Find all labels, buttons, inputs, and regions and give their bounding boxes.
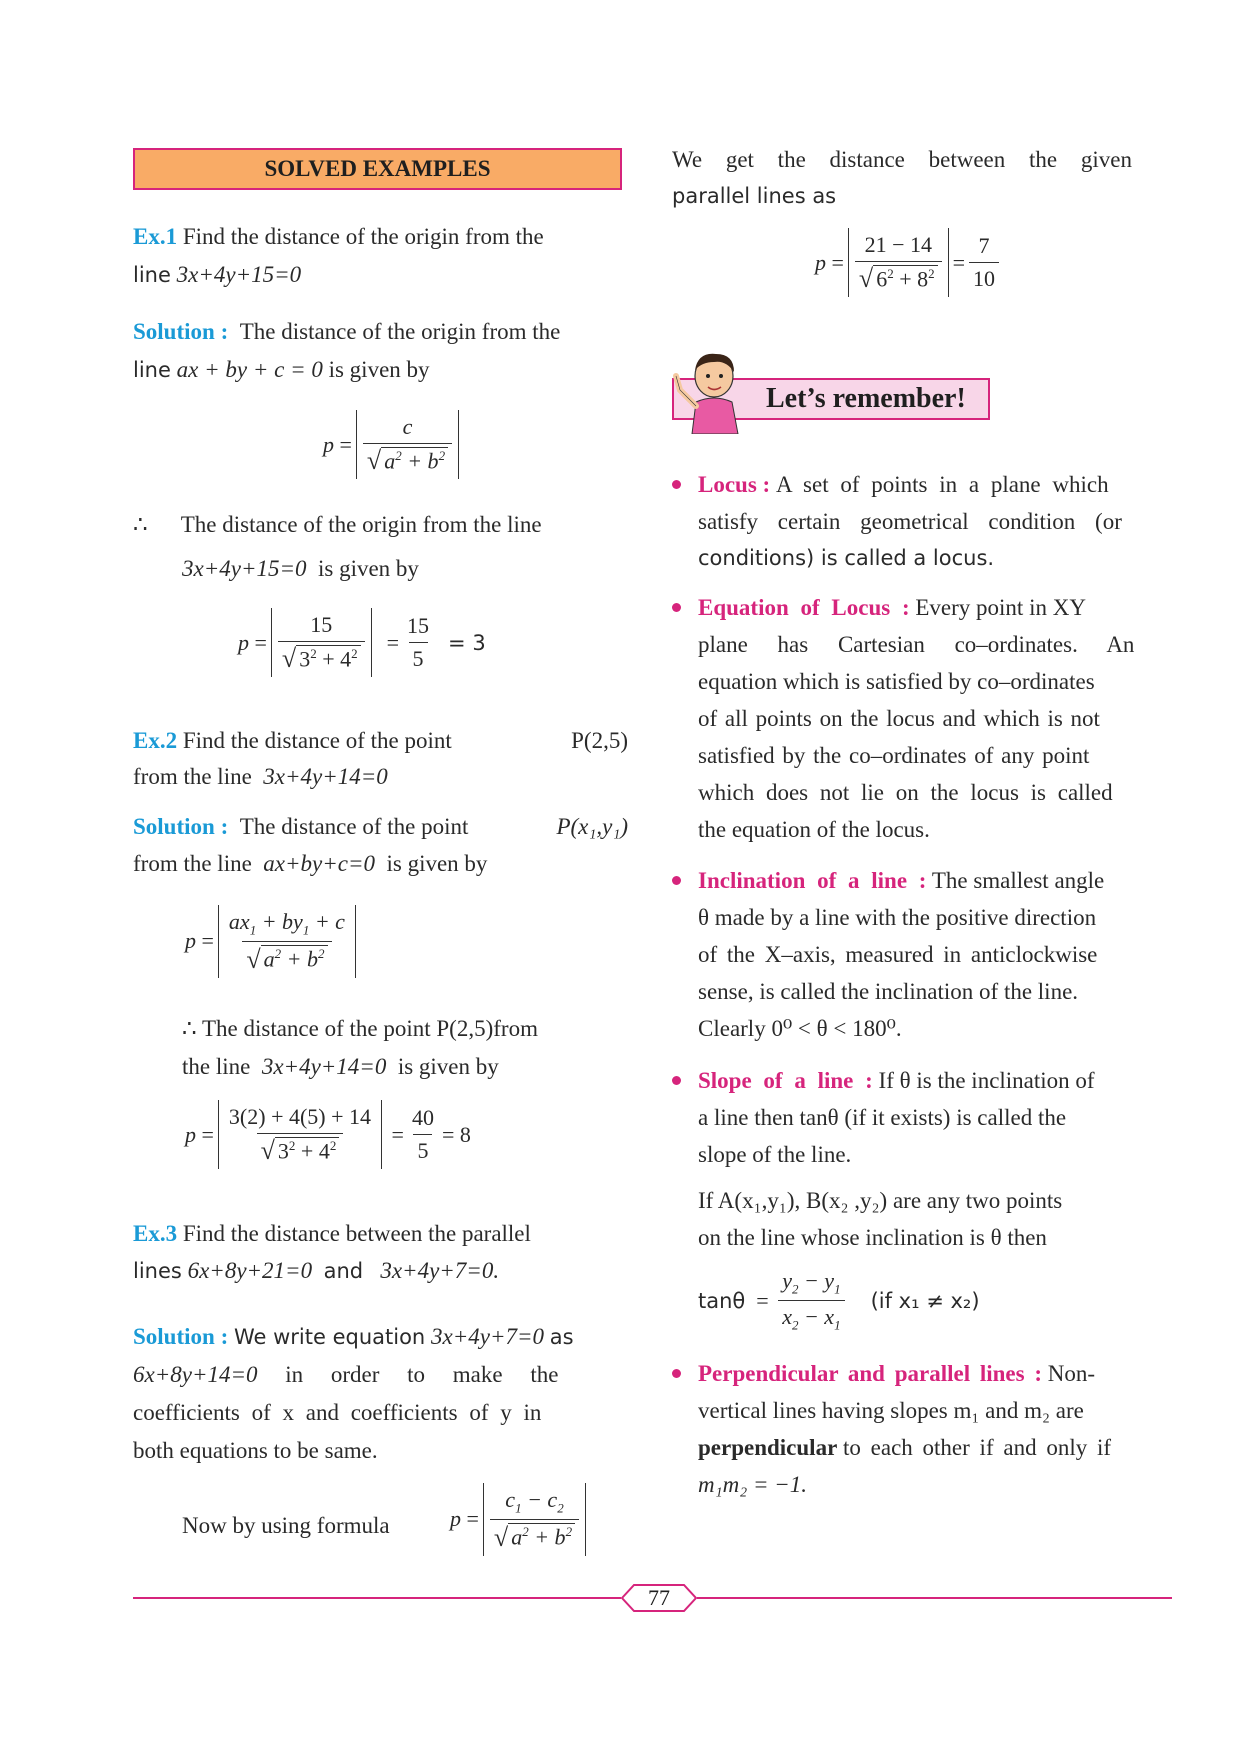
- therefore-symbol: ∴: [133, 512, 148, 537]
- lets-remember-title: Let’s remember!: [766, 383, 966, 414]
- ex2-therefore-line2: [182, 1048, 628, 1085]
- ex1-equation: 3x+4y+15=0: [176, 262, 302, 287]
- ex3-question-text: Find the distance between the parallel: [182, 1221, 531, 1246]
- ex3-sol2-eq: 6x+8y+14=0: [133, 1362, 258, 1387]
- ex3-solution: [133, 1318, 628, 1356]
- slope-term: Slope of a line :: [698, 1068, 873, 1093]
- ex3-solution-line4: both equations to be same.: [133, 1438, 378, 1463]
- incl-line1: [698, 862, 1172, 899]
- ex2-therefore-point: P(2,5): [436, 1016, 494, 1041]
- ex2-equation: 3x+4y+14=0: [263, 764, 388, 789]
- perp-equation: m₁m₂ = −1.: [698, 1472, 808, 1497]
- ex1-therefore-tail: is given by: [317, 556, 419, 581]
- ex2-therefore2-eq: 3x+4y+14=0: [261, 1054, 387, 1079]
- ex2-sol2-tail: is given by: [386, 851, 488, 876]
- locus-line1: [698, 466, 1172, 503]
- footer-line-right: [697, 1597, 1172, 1599]
- formula-distance-origin: p = c √ $a^2 + b^2$: [323, 410, 463, 479]
- ex1-question-line2: [133, 256, 628, 294]
- locus-text1: A set of points in a plane which: [775, 472, 1109, 497]
- ex3-solution-line3: coefficients of x and coefficients of y in: [133, 1400, 542, 1425]
- ex2-question-text: Find the distance of the point: [182, 728, 452, 753]
- ex1-solution-line2: [133, 351, 628, 389]
- ex3-solution-label: Solution :: [133, 1324, 229, 1349]
- eqlocus-text1: Every point in XY: [915, 595, 1086, 620]
- page-number-badge: [620, 1583, 698, 1613]
- ex3-sol-as: as: [549, 1325, 574, 1349]
- ex1-result-formula: p = 15 √ $3^2 + 4^2$ = $\frac{15}{5}$ = 3: [238, 608, 486, 677]
- formula-parallel-result: p = 21 − 14 √ $6^2 + 8^2$ = $\frac{7}{10}$: [815, 228, 1003, 297]
- perp-text1: Non-: [1047, 1361, 1096, 1386]
- ex3-question-line2: [133, 1252, 628, 1290]
- ex1-therefore-line2: [182, 550, 622, 587]
- locus-line2: satisfy certain geometrical condition (or: [698, 509, 1122, 534]
- eqlocus-line4: of all points on the locus and which is not: [698, 706, 1100, 731]
- tan-label: tanθ: [698, 1288, 746, 1313]
- ex3-eq-a: 6x+8y+21=0: [187, 1258, 313, 1283]
- ex1-therefore-eq: 3x+4y+15=0: [182, 556, 307, 581]
- eqlocus-line6: which does not lie on the locus is called: [698, 780, 1113, 805]
- ex3-now-text: Now by using formula: [182, 1513, 390, 1538]
- eqlocus-line3: equation which is satisfied by co–ordinates: [698, 669, 1095, 694]
- boy-pointing-icon: [668, 346, 748, 434]
- ex2-therefore-text: The distance of the point: [201, 1016, 431, 1041]
- perp-line1: [698, 1355, 1172, 1392]
- slope-line2: a line then tanθ (if it exists) is called the: [698, 1105, 1067, 1130]
- tan-condition: (if x₁ ≠ x₂): [870, 1288, 980, 1313]
- perp-bold: perpendicular: [698, 1435, 838, 1460]
- ex1-solution: [133, 313, 628, 350]
- incl-term: Inclination of a line :: [698, 868, 927, 893]
- ex2-point: P(2,5): [571, 728, 628, 753]
- ex2-result-formula: p = 3(2) + 4(5) + 14 √ $3^2 + 4^2$ = $\frac{40}{5}$ = 8: [185, 1100, 471, 1169]
- perp-line3: [698, 1429, 1172, 1466]
- ex2-question: [133, 722, 628, 759]
- ex2-sol2: from the line: [133, 851, 252, 876]
- ex1-question: [133, 218, 628, 255]
- bullet-dot: [672, 480, 681, 489]
- ex3-label: Ex.3: [133, 1221, 178, 1246]
- bullet-dot: [672, 1076, 681, 1085]
- ex2-question-line2: [133, 758, 628, 795]
- ex2-therefore2-tail: is given by: [397, 1054, 499, 1079]
- right-intro-line2: parallel lines as: [672, 184, 837, 208]
- ex1-word-line: line: [133, 263, 171, 287]
- ex3-eq-b: 3x+4y+7=0.: [380, 1258, 500, 1283]
- eqlocus-line2: plane has Cartesian co–ordinates. An: [698, 632, 1135, 657]
- ex2-therefore-from: from: [493, 1016, 538, 1041]
- ex2-label: Ex.2: [133, 728, 178, 753]
- ex1-sol-eq: ax + by + c = 0: [176, 357, 323, 382]
- ex3-sol2-text: in order to make the: [285, 1362, 559, 1387]
- slope-text1: If θ is the inclination of: [878, 1068, 1095, 1093]
- ex2-sol2-eq: ax+by+c=0: [263, 851, 375, 876]
- ex3-solution-text: We write equation: [233, 1325, 426, 1349]
- ex2-therefore: [182, 1010, 628, 1047]
- ex2-therefore2: the line: [182, 1054, 251, 1079]
- ex3-solution-line2: [133, 1356, 628, 1393]
- eqlocus-line1: [698, 589, 1172, 626]
- ex1-sol-tail: is given by: [328, 357, 430, 382]
- eqlocus-line7: the equation of the locus.: [698, 817, 930, 842]
- incl-line4: sense, is called the inclination of the line.: [698, 979, 1079, 1004]
- ex1-label: Ex.1: [133, 224, 178, 249]
- right-intro-line1: We get the distance between the given: [672, 147, 1132, 172]
- slope-formula: tanθ = $\frac{y_2 - y_1}{x_2 - x_1}$ (if x₁ ≠ x₂): [698, 1268, 980, 1333]
- ex3-and: and: [323, 1259, 364, 1283]
- incl-line5: Clearly 0⁰ < θ < 180⁰.: [698, 1016, 902, 1041]
- locus-line3: conditions) is called a locus.: [698, 546, 995, 570]
- ex1-therefore: [133, 506, 628, 543]
- ex2-from-line: from the line: [133, 764, 252, 789]
- bullet-dot: [672, 1369, 681, 1378]
- ex3-sol-eq: 3x+4y+7=0: [431, 1324, 544, 1349]
- section-title: SOLVED EXAMPLES: [264, 156, 491, 181]
- slope-on-line: on the line whose inclination is θ then: [698, 1225, 1047, 1250]
- ex1-solution-label: Solution :: [133, 319, 229, 344]
- slope-points-line: If A(x₁,y₁), B(x₂ ,y₂) are any two points: [698, 1188, 1063, 1213]
- formula-distance-point: p = $ax_1 + by_1 + c$ √ $a^2 + b^2$: [185, 905, 360, 978]
- section-title-box: [133, 148, 622, 190]
- ex1-question-text: Find the distance of the origin from the: [182, 224, 544, 249]
- perp-line2: vertical lines having slopes m₁ and m₂ are: [698, 1398, 1084, 1423]
- ex1-sol-word: line: [133, 358, 171, 382]
- incl-line2: θ made by a line with the positive direction: [698, 905, 1097, 930]
- perp-term: Perpendicular and parallel lines :: [698, 1361, 1042, 1386]
- incl-line3: of the X–axis, measured in anticlockwise: [698, 942, 1098, 967]
- ex2-solution-label: Solution :: [133, 814, 229, 839]
- perp-text3: to each other if and only if: [843, 1435, 1112, 1460]
- ex2-solution-text: The distance of the point: [239, 814, 469, 839]
- ex2-sol-point: P(x₁,y₁): [556, 814, 628, 839]
- locus-term: Locus :: [698, 472, 771, 497]
- incl-text1: The smallest angle: [931, 868, 1105, 893]
- bullet-dot: [672, 603, 681, 612]
- bullet-dot: [672, 876, 681, 885]
- ex2-solution-line2: [133, 845, 628, 882]
- formula-distance-parallel: p = $c_1 - c_2$ √ $a^2 + b^2$: [450, 1483, 590, 1556]
- ex2-therefore-symbol: ∴: [182, 1016, 197, 1041]
- footer-line-left: [133, 1597, 621, 1599]
- ex2-solution: [133, 808, 628, 845]
- ex3-word-lines: lines: [133, 1259, 182, 1283]
- eqlocus-term: Equation of Locus :: [698, 595, 910, 620]
- page-number: 77: [648, 1585, 670, 1610]
- slope-line3: slope of the line.: [698, 1142, 852, 1167]
- eqlocus-line5: satisfied by the co–ordinates of any point: [698, 743, 1090, 768]
- ex1-solution-text: The distance of the origin from the: [239, 319, 561, 344]
- ex3-question: [133, 1215, 628, 1252]
- slope-line1: [698, 1062, 1172, 1099]
- ex1-therefore-text: The distance of the origin from the line: [180, 512, 542, 537]
